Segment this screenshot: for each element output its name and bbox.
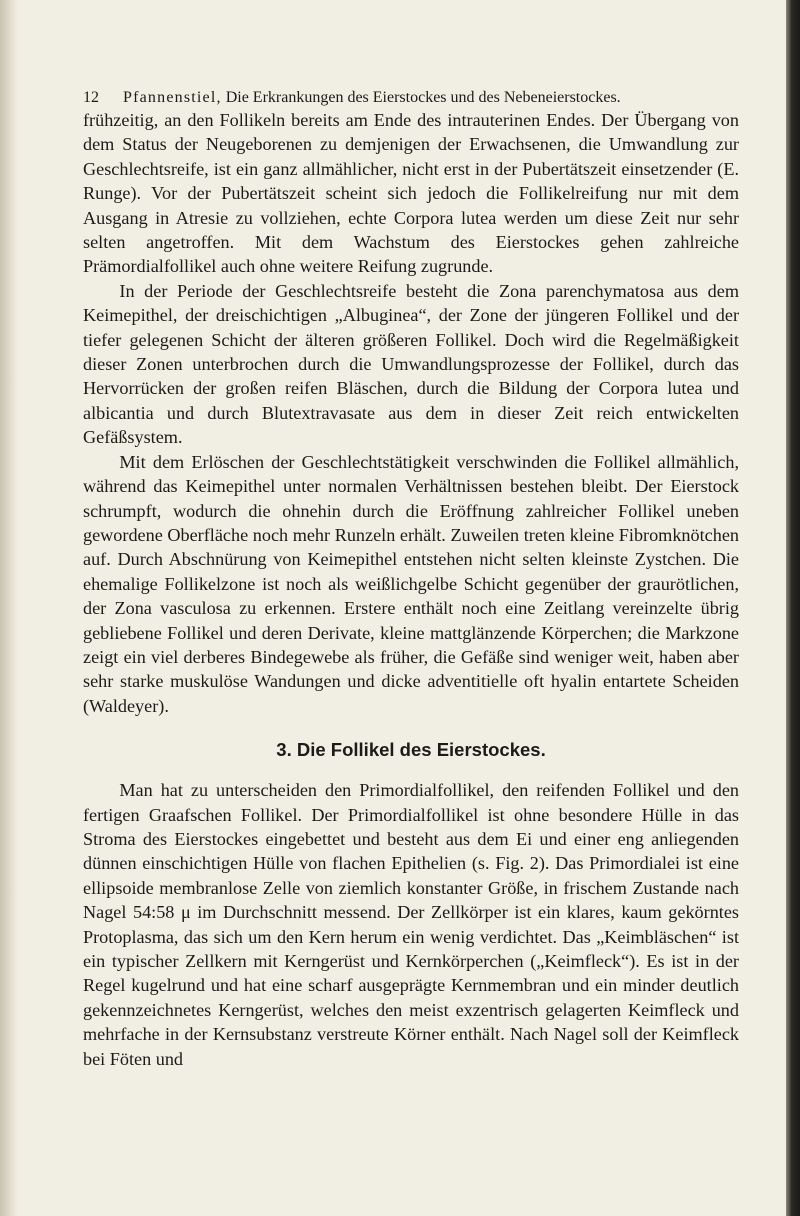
paragraph-4: Man hat zu unterscheiden den Primordialfollikel, den reifenden Follikel und den fertigen Graafschen Follikel. Der Primordialfollikel ist ohne besondere Hülle in das Stroma des Eierstockes eingebettet und besteht aus dem Ei und einer eng anliegenden dünnen einschichtigen Hülle von flachen Epithelien (s. Fig. 2). Das Primordialei ist eine ellipsoide membranlose Zelle von ziemlich konstanter Größe, in frischem Zustande nach Nagel 54:58 μ im Durchschnitt messend. Der Zellkörper ist ein klares, kaum gekörntes Protoplasma, das sich um den Kern herum ein wenig verdichtet. Das „Keimbläschen“ ist ein typischer Zellkern mit Kerngerüst und Kernkörperchen („Keimfleck“). Es ist in der Regel kugelrund und hat eine scharf ausgeprägte Kernmembran und ein minder deutlich gekennzeichnetes Kerngerüst, welches den meist exzentrisch gelagerten Keimfleck und mehrfache in der Kernsubstanz verstreute Körner enthält. Nach Nagel soll der Keimfleck bei Föten und bbox=[83, 780, 739, 1069]
paragraph-1: frühzeitig, an den Follikeln bereits am Ende des intrauterinen Endes. Der Übergang von dem Status der Neugeborenen zu demjenigen der Erwachsenen, die Umwandlung zur Geschlechtsreife, ist ein ganz allmählicher, nicht erst in der Pubertätszeit einsetzender (E. Runge). Vor der Pubertätszeit scheint sich jedoch die Follikelreifung nur mit dem Ausgang in Atresie zu vollziehen, echte Corpora lutea werden um diese Zeit nur sehr selten angetroffen. Mit dem Wachstum des Eierstockes gehen zahlreiche Prämordialfollikel auch ohne weitere Reifung zugrunde. bbox=[83, 110, 739, 277]
section-heading: 3. Die Follikel des Eierstockes. bbox=[276, 739, 546, 761]
running-header bbox=[83, 88, 739, 108]
page-edge-binding bbox=[786, 0, 800, 1216]
paragraph-3: Mit dem Erlöschen der Geschlechtstätigkeit verschwinden die Follikel allmählich, während das Keimepithel unter normalen Verhältnissen bestehen bleibt. Der Eierstock schrumpft, wodurch die ohnehin durch die Eröffnung zahlreicher Follikel uneben gewordene Oberfläche noch mehr Runzeln erhält. Zuweilen treten kleine Fibromknötchen auf. Durch Abschnürung von Keimepithel entstehen nicht selten kleinste Zystchen. Die ehemalige Follikelzone ist noch als weißlichgelbe Schicht gegenüber der graurötlichen, der Zona vasculosa zu erkennen. Erstere enthält noch eine Zeitlang vereinzelte übrig gebliebene Follikel und deren Derivate, kleine mattglänzende Körperchen; die Markzone zeigt ein viel derberes Bindegewebe als früher, die Gefäße sind weniger weit, haben aber sehr starke muskulöse Wandungen und dicke adventitielle oft hyalin entartete Scheiden (Waldeyer). bbox=[83, 451, 739, 716]
page-content bbox=[83, 89, 739, 1071]
header-title: Die Erkrankungen des Eierstockes und des Nebeneierstockes. bbox=[225, 89, 621, 106]
page-number: 12 bbox=[83, 89, 99, 106]
header-author: Pfannenstiel, bbox=[123, 89, 222, 106]
paragraph-2: In der Periode der Geschlechtsreife besteht die Zona parenchymatosa aus dem Keimepithel, der dreischichtigen „Albuginea“, der Zone der jüngeren Follikel und der tiefer gelegenen Schicht der älteren größeren Follikel. Doch wird die Regelmäßigkeit dieser Zonen unterbrochen durch die Umwandlungsprozesse der Follikel, durch das Hervorrücken der großen reifen Bläschen, durch die Bildung der Corpora lutea und albicantia und durch Blutextravasate aus dem in dieser Zeit reich entwickelten Gefäßsystem. bbox=[83, 280, 739, 448]
page-gutter-shadow bbox=[0, 0, 18, 1216]
